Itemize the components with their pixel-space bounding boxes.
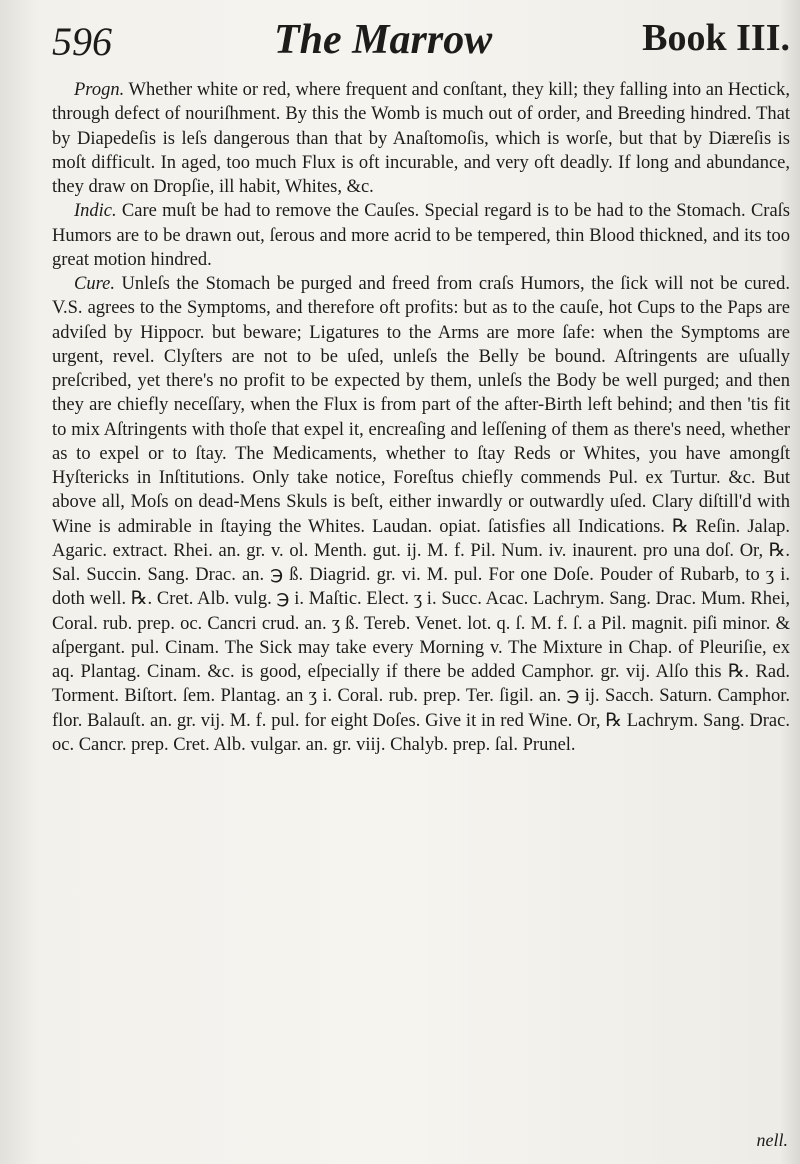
book-label: Book III. <box>642 17 790 59</box>
section-lead-cure: Cure. <box>74 274 115 294</box>
paragraph-prognosis <box>52 78 790 199</box>
catchword: nell. <box>756 1130 788 1150</box>
paragraph-indication <box>52 199 790 272</box>
body-text <box>52 78 790 757</box>
page-number: 596 <box>52 19 112 64</box>
section-lead-indication: Indic. <box>74 201 117 222</box>
page-header <box>52 10 790 72</box>
section-lead-prognosis: Progn. <box>74 80 125 100</box>
paragraph-cure-text: Unleſs the Stomach be purged and freed from craſs Humors, the ſick will not be cured. V.S. agrees to the Symptoms, and therefore oft profits: but as to the cauſe, hot Cups to the Paps are adviſed by Hippocr. but beware; Ligatures to the Arms are more ſafe: when the Symptoms are urgent, revel. Clyſters are not to be uſed, unleſs the Belly be bound. Aſtringents are uſually preſcribed, yet there's no profit to be expected by them, unleſs the Body be well purged; and then they are chiefly neceſſary, when the Flux is from part of the after-Birth left behind; and then 'tis fit to mix Aſtringents with thoſe that expel it, encreaſing and leſſening of them as there's need, whether as to expel or to ſtay. The Medicaments, whether to ſtay Reds or Whites, you have amongſt Hyſtericks in Inſtitutions. Only take notice, Foreſtus chiefly commends Pul. ex Turtur. &c. But above all, Moſs on dead-Mens Skuls is beſt, either inwardly or outwardly uſed. Clary diſtill'd with Wine is admirable in ſtaying the Whites. Laudan. opiat. ſatisfies all Indications. ℞ Reſin. Jalap. Agaric. extract. Rhei. an. gr. v. ol. Menth. gut. ij. M. f. Pil. Num. iv. inaurent. pro una doſ. Or, ℞. Sal. Succin. Sang. Drac. an. ℈ ß. Diagrid. gr. vi. M. pul. For one Doſe. Pouder of Rubarb, to ʒ i. doth well. ℞. Cret. Alb. vulg. ℈ i. Maſtic. Elect. ʒ i. Succ. Acac. Lachrym. Sang. Drac. Mum. Rhei, Coral. rub. prep. oc. Cancri crud. an. ʒ ß. Tereb. Venet. lot. q. ſ. M. f. ſ. a Pil. magnit. piſi minor. & aſpergant. pul. Cinam. The Sick may take every Morning v. The Mixture in Chap. of Pleuriſie, ex aq. Plantag. Cinam. &c. is good, eſpecially if there be added Camphor. gr. vij. Alſo this ℞. Rad. Torment. Biſtort. ſem. Plantag. an ʒ i. Coral. rub. prep. Ter. ſigil. an. ℈ ij. Sacch. Saturn. Camphor. flor. Balauſt. an. gr. vij. M. f. pul. for eight Doſes. Give it in red Wine. Or, ℞ Lachrym. Sang. Drac. oc. Cancr. prep. Cret. Alb. vulgar. an. gr. viij. Chalyb. prep. ſal. Prunel. <box>52 274 790 755</box>
paragraph-indication-text: Care muſt be had to remove the Cauſes. Special regard is to be had to the Stomach. Craſs Humors are to be drawn out, ſerous and more acrid to be tempered, thin Blood thickned, and its too great motion hindred. <box>52 201 790 270</box>
paragraph-prognosis-text: Whether white or red, where frequent and conſtant, they kill; they falling into an Hectick, through defect of nouriſhment. By this the Womb is much out of order, and Breeding hindred. That by Diapedeſis is leſs dangerous than that by Anaſtomoſis, which is worſe, but that by Diæreſis is moſt difficult. In aged, too much Flux is oft incurable, and very oft deadly. If long and abundance, they draw on Dropſie, ill habit, Whites, &c. <box>52 80 790 197</box>
running-title: The Marrow <box>274 17 493 63</box>
paragraph-cure <box>52 272 790 757</box>
